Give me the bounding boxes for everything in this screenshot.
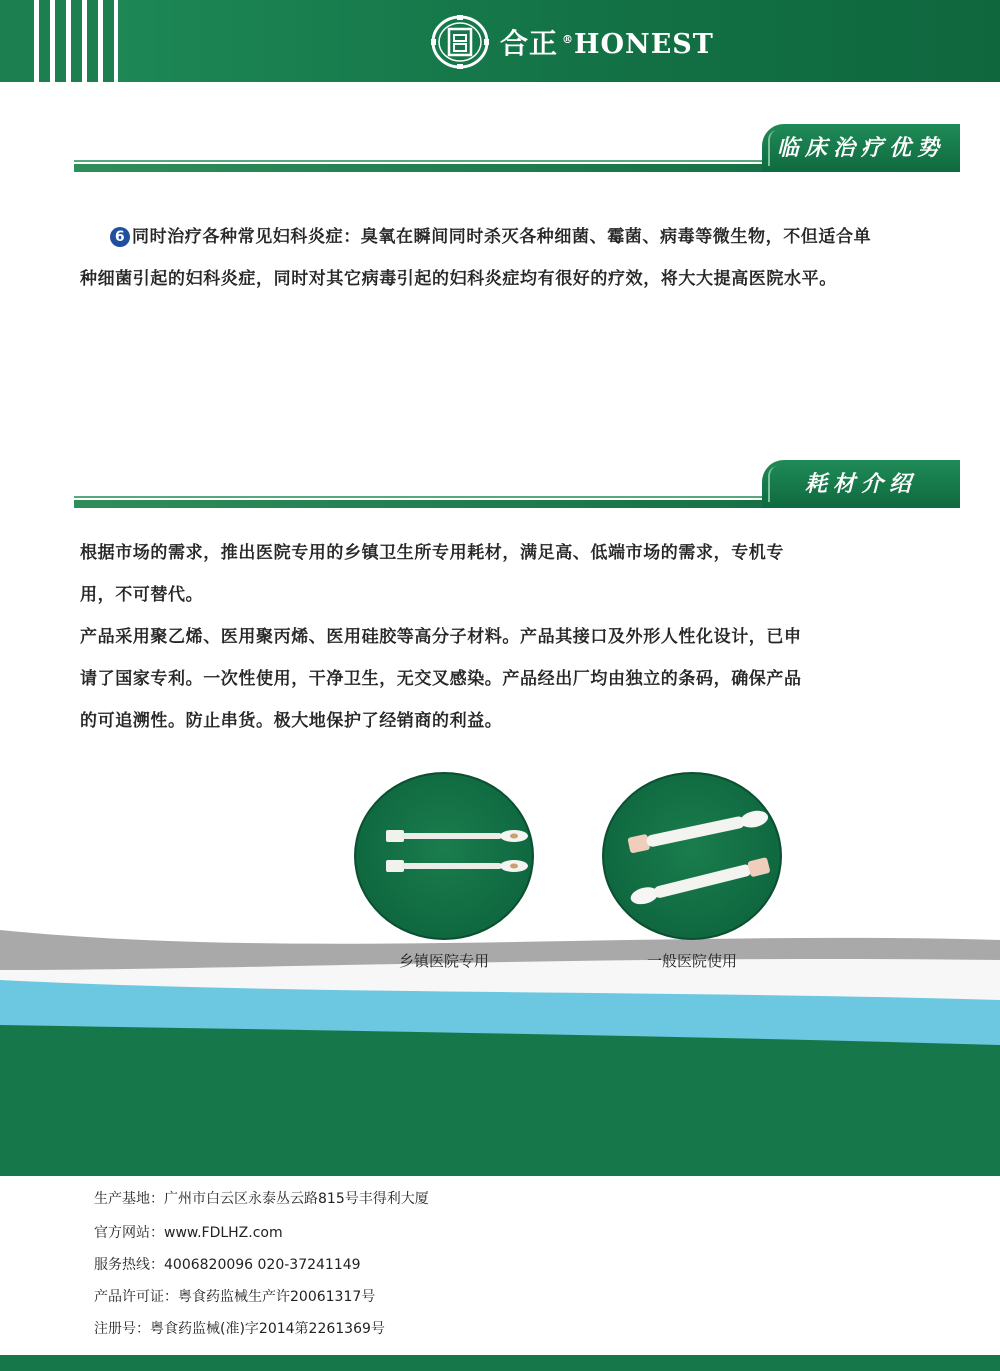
paragraph-line: 根据市场的需求，推出医院专用的乡镇卫生所专用耗材，满足高、低端市场的需求，专机专 bbox=[80, 543, 784, 563]
paragraph-line bbox=[110, 216, 960, 258]
brand-logo bbox=[430, 14, 714, 70]
product-township bbox=[354, 772, 534, 971]
product-general bbox=[602, 772, 782, 971]
paragraph-line: 的可追溯性。防止串货。极大地保护了经销商的利益。 bbox=[80, 711, 503, 731]
paragraph-line: 产品采用聚乙烯、医用聚丙烯、医用硅胶等高分子材料。产品其接口及外形人性化设计，已申 bbox=[80, 627, 802, 647]
brand-name-en: HONEST bbox=[574, 29, 714, 60]
product-image bbox=[354, 772, 534, 940]
number-badge: 6 bbox=[110, 227, 130, 247]
product-image bbox=[602, 772, 782, 940]
footer-website: 官方网站：www.FDLHZ.com bbox=[94, 1225, 283, 1241]
thin-swab-pair-icon bbox=[356, 774, 534, 940]
heading-title: 临床治疗优势 bbox=[776, 135, 945, 161]
brand-seal-icon bbox=[430, 14, 490, 70]
header-stripe bbox=[98, 0, 103, 82]
section-heading-clinical bbox=[74, 124, 960, 172]
consumables-paragraph bbox=[80, 532, 960, 742]
footer-hotline: 服务热线：4006820096 020-37241149 bbox=[94, 1257, 361, 1273]
bottom-bar bbox=[0, 1355, 1000, 1371]
product-label: 乡镇医院专用 bbox=[398, 952, 489, 970]
heading-tab bbox=[762, 124, 960, 172]
registered-mark: ® bbox=[562, 33, 575, 46]
header-stripe bbox=[50, 0, 55, 82]
paragraph-line-text: 同时治疗各种常见妇科炎症：臭氧在瞬间同时杀灭各种细菌、霉菌、病毒等微生物，不但适合单 bbox=[132, 227, 872, 247]
header-band bbox=[0, 0, 1000, 82]
footer bbox=[0, 1176, 1000, 1371]
paragraph-line: 请了国家专利。一次性使用，干净卫生，无交叉感染。产品经出厂均由独立的条码，确保产品 bbox=[80, 669, 802, 689]
heading-tab-accent bbox=[768, 130, 782, 166]
header-stripe bbox=[82, 0, 87, 82]
footer-license: 产品许可证：粤食药监械生产许20061317号 bbox=[94, 1289, 376, 1305]
section-heading-consumables bbox=[74, 460, 960, 508]
paragraph-line: 种细菌引起的妇科炎症，同时对其它病毒引起的妇科炎症均有很好的疗效，将大大提高医院水平。 bbox=[80, 269, 837, 289]
paragraph-line: 用，不可替代。 bbox=[80, 585, 204, 605]
heading-tab bbox=[762, 460, 960, 508]
product-label: 一般医院使用 bbox=[646, 952, 737, 970]
brand-name bbox=[500, 22, 714, 62]
heading-tab-accent bbox=[768, 466, 782, 502]
header-stripe bbox=[66, 0, 71, 82]
thick-swab-pair-icon bbox=[604, 774, 782, 940]
header-stripe bbox=[34, 0, 39, 82]
footer-registration: 注册号：粤食药监械(准)字2014第2261369号 bbox=[94, 1321, 385, 1337]
clinical-advantage-paragraph bbox=[80, 216, 960, 300]
heading-title: 耗材介绍 bbox=[804, 471, 917, 497]
footer-address: 生产基地：广州市白云区永泰丛云路815号丰得利大厦 bbox=[94, 1191, 429, 1207]
brand-name-cn: 合正 bbox=[500, 27, 559, 60]
